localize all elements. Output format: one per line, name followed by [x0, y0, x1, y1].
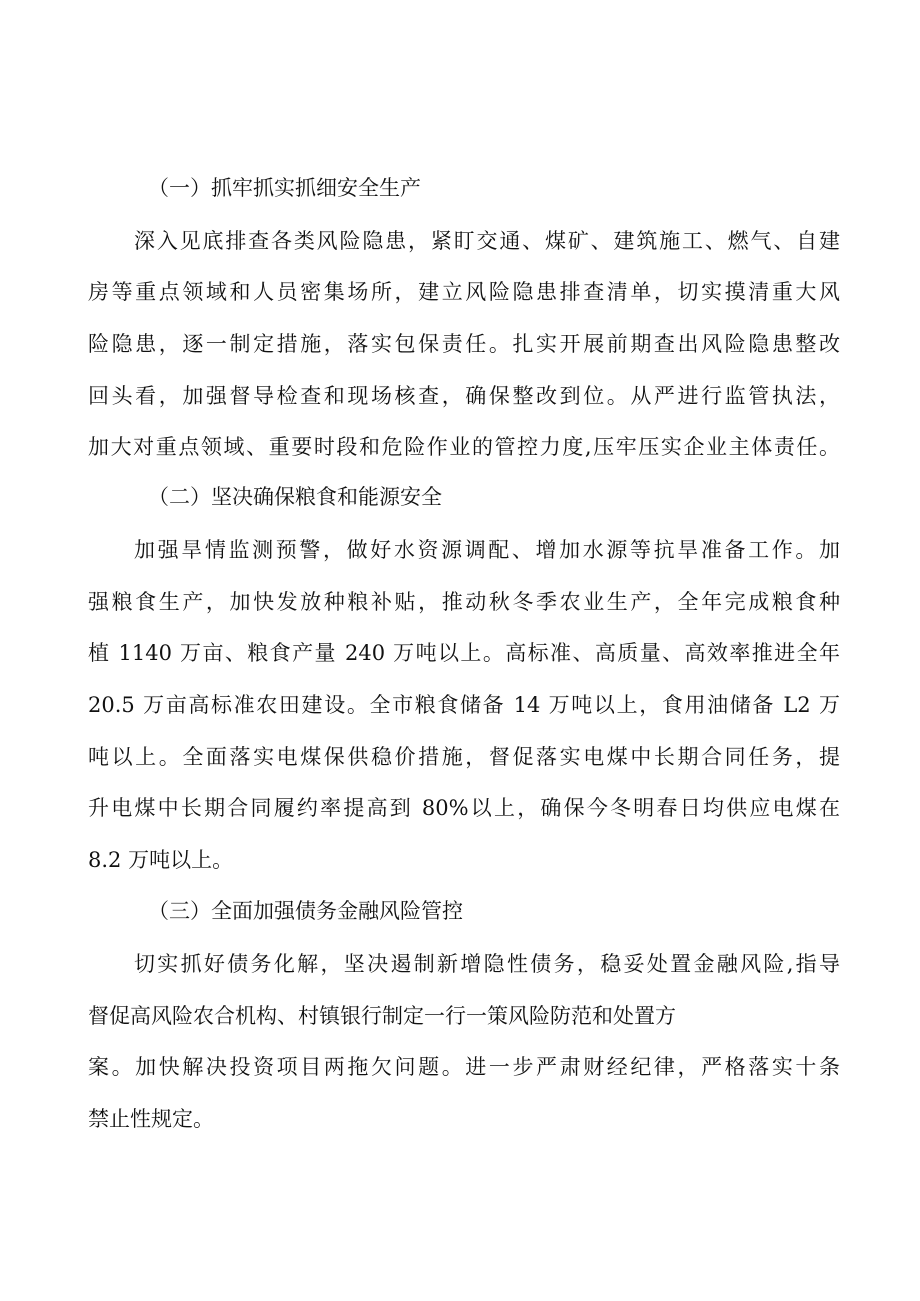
section-heading: （一）抓牢抓实抓细安全生产 — [148, 176, 421, 200]
paragraph-line: 回头看，加强督导检查和现场核查，确保整改到位。从严进行监管执法， — [88, 384, 840, 408]
paragraph-line: 加大对重点领域、重要时段和危险作业的管控力度,压牢压实企业主体责任。 — [88, 435, 840, 459]
paragraph-line: 案。加快解决投资项目两拖欠问题。进一步严肃财经纪律，严格落实十条 — [88, 1055, 840, 1079]
paragraph-line: 20.5 万亩高标准农田建设。全市粮食储备 14 万吨以上，食用油储备 L2 万 — [88, 693, 840, 717]
paragraph-line: 强粮食生产，加快发放种粮补贴，推动秋冬季农业生产，全年完成粮食种 — [88, 590, 840, 614]
paragraph-line: 8.2 万吨以上。 — [88, 848, 234, 872]
paragraph-line: 督促高风险农合机构、村镇银行制定一行一策风险防范和处置方 — [88, 1004, 676, 1028]
paragraph-line: 深入见底排查各类风险隐患，紧盯交通、煤矿、建筑施工、燃气、自建 — [134, 229, 840, 253]
paragraph-line: 加强旱情监测预警，做好水资源调配、增加水源等抗旱准备工作。加 — [134, 538, 840, 562]
paragraph-line: 升电煤中长期合同履约率提高到 80%以上，确保今冬明春日均供应电煤在 — [88, 796, 840, 820]
paragraph-line: 险隐患，逐一制定措施，落实包保责任。扎实开展前期查出风险隐患整改 — [88, 332, 840, 356]
paragraph-line: 植 1140 万亩、粮食产量 240 万吨以上。高标准、高质量、高效率推进全年 — [88, 641, 840, 665]
paragraph-line: 吨以上。全面落实电煤保供稳价措施，督促落实电煤中长期合同任务，提 — [88, 745, 840, 769]
paragraph-line: 切实抓好债务化解，坚决遏制新增隐性债务，稳妥处置金融风险,指导 — [134, 952, 840, 976]
section-heading: （三）全面加强债务金融风险管控 — [148, 899, 463, 923]
paragraph-line: 房等重点领域和人员密集场所，建立风险隐患排查清单，切实摸清重大风 — [88, 280, 840, 304]
paragraph-line: 禁止性规定。 — [88, 1107, 214, 1131]
section-heading: （二）坚决确保粮食和能源安全 — [148, 485, 442, 509]
